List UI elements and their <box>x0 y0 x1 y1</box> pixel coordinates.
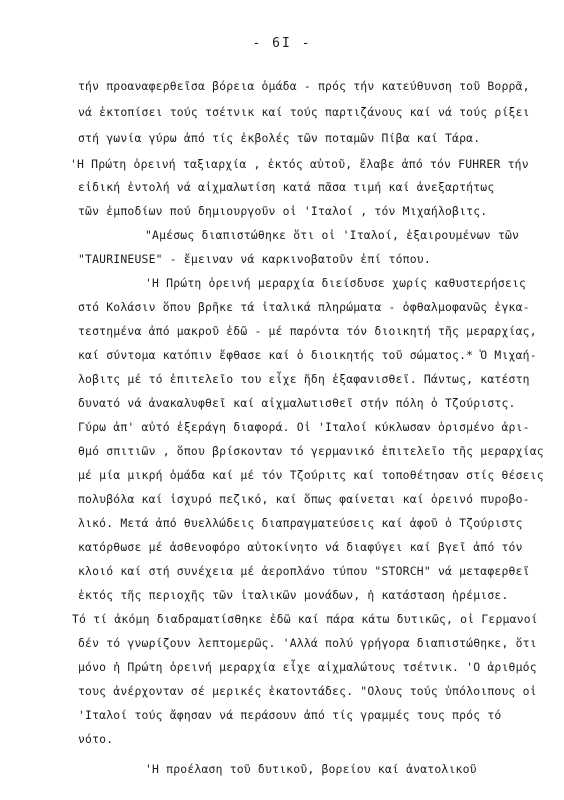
text-line: πολυβόλα καί ἰσχυρό πεζικό, καί ὅπως φαίνεται καί ὀρεινό πυροβο- <box>78 492 530 506</box>
text-line: κλοιό καί στή συνέχεια μέ ἀεροπλάνο τύπου "STORCH" νά μεταφερθεῖ <box>78 564 530 578</box>
text-line: 'Η προέλαση τοῦ δυτικοῦ, βορείου καί ἀνατολικοῦ <box>145 762 477 776</box>
text-line: Γύρω ἀπ' αὐτό ἐξεράγη διαφορά. Οἱ 'Ιταλοί κύκλωσαν ὁρισμένο ἀρι- <box>78 420 530 434</box>
text-line: εἰδική ἐντολή νά αἰχμαλωτίση κατά πᾶσα τιμή καί ἀνεξαρτήτως <box>78 180 495 194</box>
text-line: καί σύντομα κατόπιν ἔφθασε καί ὁ διοικητής τοῦ σώματος.* Ὁ Μιχαή- <box>78 348 537 362</box>
text-line: νότο. <box>78 732 114 746</box>
text-line: Τό τί ἀκόμη διαδραματίσθηκε ἐδῶ καί πάρα κάτω δυτικῶς, οἱ Γερμανοί <box>72 612 538 626</box>
page-number: - 6I - <box>252 36 312 51</box>
text-line: στή γωνία γύρω ἀπό τίς ἐκβολές τῶν ποταμῶν Πίβα καί Τάρα. <box>78 131 481 145</box>
text-line: λοβιτς μέ τό ἐπιτελεῖο του εἶχε ἤδη ἐξαφανισθεῖ. Πάντως, κατέστη <box>78 372 530 386</box>
text-line: "TAURINEUSE" - ἔμειναν νά καρκινοβατοῦν ἐπί τόπου. <box>78 252 431 266</box>
text-line: νά ἐκτοπίσει τούς τσέτνικ καί τούς παρτιζάνους καί νά τούς ρίξει <box>78 105 530 119</box>
text-line: 'Η Πρώτη ὀρεινή ταξιαρχία , ἐκτός αὐτοῦ, ἔλαβε ἀπό τόν FUHRER τήν <box>70 157 529 171</box>
text-line: τήν προαναφερθεῖσα βόρεια ὁμάδα - πρός τήν κατεύθυνση τοῦ Βορρᾶ, <box>78 79 530 93</box>
text-line: λικό. Μετά ἀπό θυελλώδεις διαπραγματεύσεις καί ἀφοῦ ὁ Τζούριστς <box>78 516 523 530</box>
text-line: 'Ιταλοί τούς ἄφησαν νά περάσουν ἀπό τίς γραμμές τους πρός τό <box>78 708 502 722</box>
text-line: στό Κολάσιν ὅπου βρῆκε τά ἰταλικά πληρώματα - ὀφθαλμοφανῶς ἐγκα- <box>78 300 530 314</box>
text-line: ἐκτός τῆς περιοχῆς τῶν ἰταλικῶν μονάδων, ἡ κατάσταση ἠρέμισε. <box>78 588 509 602</box>
text-line: "Αμέσως διαπιστώθηκε ὅτι οἱ 'Ιταλοί, ἐξαιρουμένων τῶν <box>145 228 520 242</box>
text-line: μέ μία μικρή ὁμάδα καί μέ τόν Τζούριτς καί τοποθέτησαν στίς θέσεις <box>78 468 544 482</box>
text-line: μόνο ἡ Πρώτη ὀρεινή μεραρχία εἶχε αἰχμαλώτους τσέτνικ. 'Ο ἀριθμός <box>78 660 537 674</box>
text-line: δέν τό γνωρίζουν λεπτομερῶς. 'Αλλά πολύ γρήγορα διαπιστώθηκε, ὅτι <box>78 636 537 650</box>
text-line: δυνατό νά ἀνακαλυφθεῖ καί αἰχμαλωτισθεῖ στήν πόλη ὁ Τζούριστς. <box>78 396 516 410</box>
text-line: θμό σπιτιῶν , ὅπου βρίσκονταν τό γερμανικό ἐπιτελεῖο τῆς μεραρχίας <box>78 444 544 458</box>
text-line: 'Η Πρώτη ὀρεινή μεραρχία διείσδυσε χωρίς καθυστερήσεις <box>145 276 527 290</box>
text-line: τους ἀνέρχονταν σέ μερικές ἑκατοντάδες. "Ολους τούς ὑπόλοιπους οἱ <box>78 684 537 698</box>
text-line: τῶν ἐμποδίων πού δημιουργοῦν οἱ 'Ιταλοί , τόν Μιχαήλοβιτς. <box>78 204 488 218</box>
text-line: τεστημένα ἀπό μακροῦ ἐδῶ - μέ παρόντα τόν διοικητή τῆς μεραρχίας, <box>78 324 537 338</box>
text-line: κατόρθωσε μέ ἀσθενοφόρο αὐτοκίνητο νά διαφύγει καί βγεῖ ἀπό τόν <box>78 540 523 554</box>
